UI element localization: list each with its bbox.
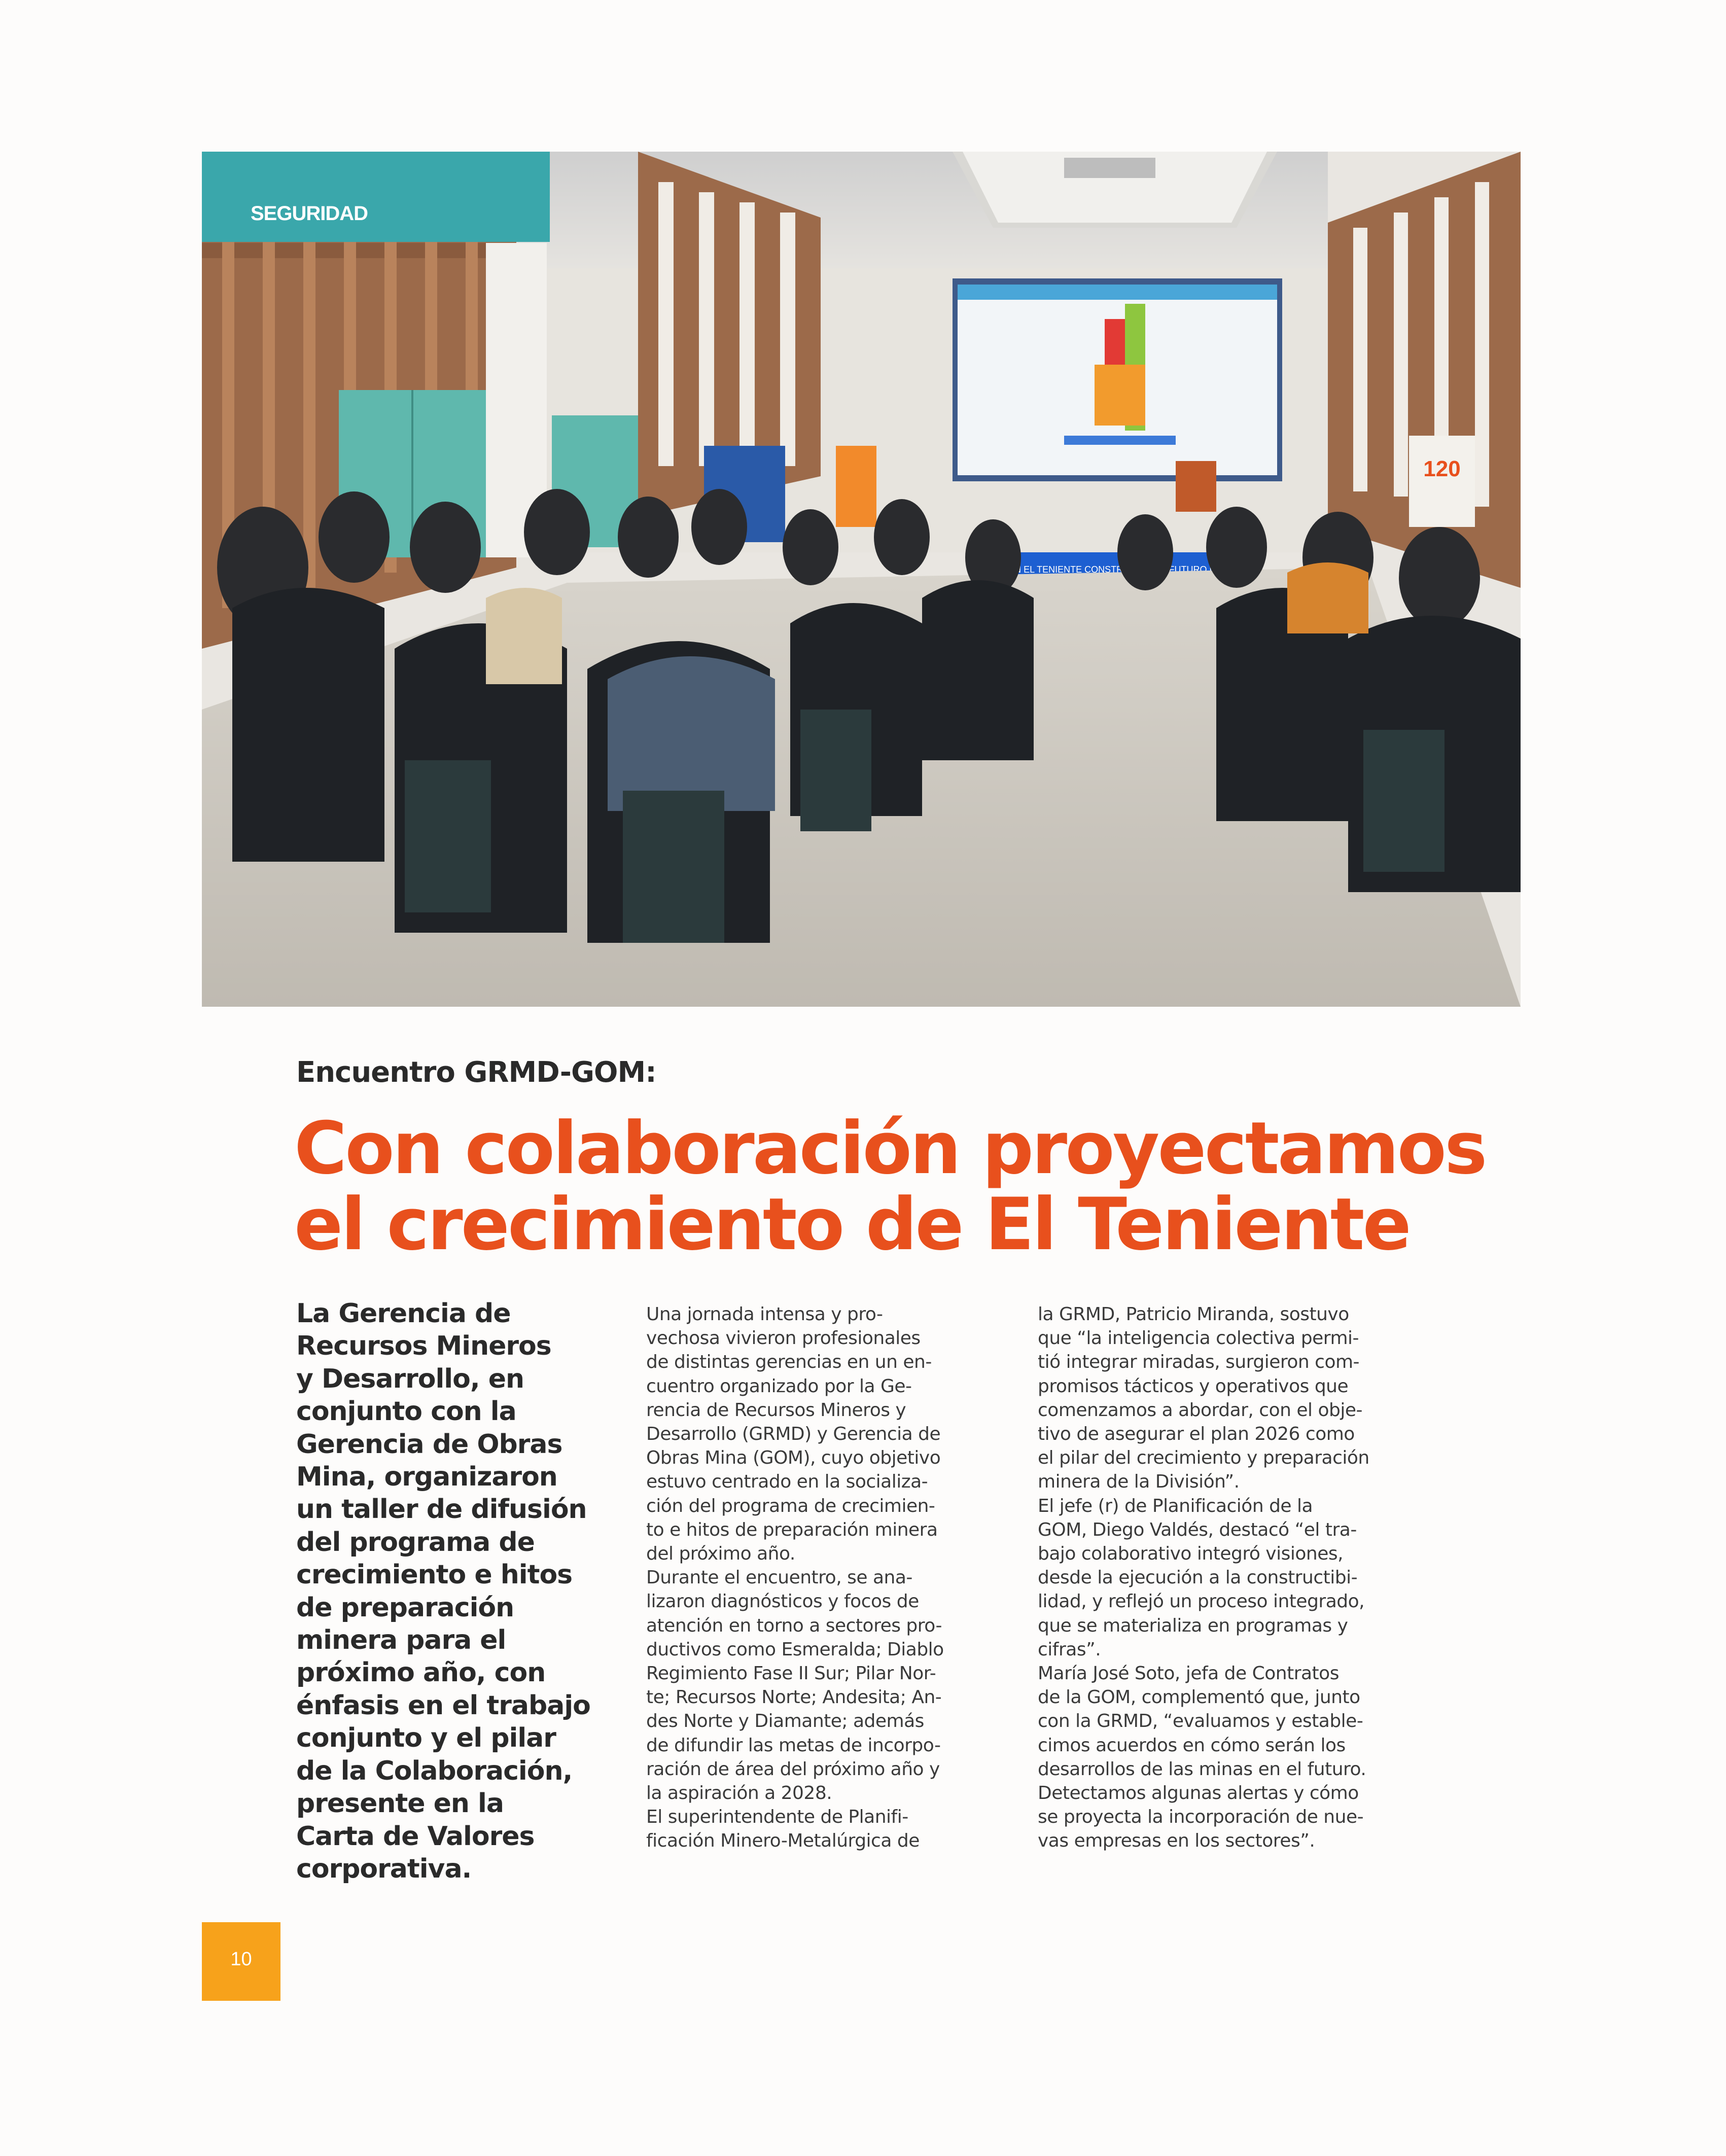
- body-line: to e hitos de preparación minera: [646, 1519, 938, 1540]
- body-line: cimos acuerdos en cómo serán los: [1038, 1735, 1346, 1756]
- body-line: se proyecta la incorporación de nue-: [1038, 1807, 1364, 1828]
- body-line: ración de área del próximo año y: [646, 1758, 940, 1780]
- body-line: des Norte y Diamante; además: [646, 1711, 924, 1732]
- body-line: promisos tácticos y operativos que: [1038, 1375, 1349, 1397]
- body-line: de distintas gerencias en un en-: [646, 1352, 932, 1373]
- body-line: desde la ejecución a la constructibi-: [1038, 1567, 1358, 1588]
- body-column-3: [1038, 1302, 1393, 1853]
- body-line: cuentro organizado por la Ge-: [646, 1375, 912, 1397]
- lead-line: crecimiento e hitos: [296, 1560, 573, 1591]
- body-line: María José Soto, jefa de Contratos: [1038, 1663, 1339, 1684]
- page-number-badge: [202, 1922, 280, 2001]
- page-number: 10: [230, 1949, 252, 1970]
- lead-line: Recursos Mineros: [296, 1331, 551, 1362]
- body-line: GOM, Diego Valdés, destacó “el tra-: [1038, 1519, 1357, 1540]
- lead-line: corporativa.: [296, 1853, 472, 1884]
- body-line: Detectamos algunas alertas y cómo: [1038, 1783, 1359, 1804]
- body-line: El jefe (r) de Planificación de la: [1038, 1495, 1313, 1516]
- body-line: comenzamos a abordar, con el obje-: [1038, 1399, 1362, 1421]
- body-line: lizaron diagnósticos y focos de: [646, 1591, 919, 1612]
- body-line: estuvo centrado en la socializa-: [646, 1471, 928, 1493]
- lead-line: y Desarrollo, en: [296, 1363, 524, 1394]
- body-line: tió integrar miradas, surgieron com-: [1038, 1352, 1360, 1373]
- lead-line: minera para el: [296, 1625, 506, 1656]
- section-label: SEGURIDAD: [251, 202, 368, 225]
- lead-line: de la Colaboración,: [296, 1755, 573, 1786]
- body-line: vechosa vivieron profesionales: [646, 1328, 921, 1349]
- body-line: que “la inteligencia colectiva permi-: [1038, 1328, 1359, 1349]
- lead-line: Mina, organizaron: [296, 1462, 557, 1493]
- body-line: Regimiento Fase II Sur; Pilar Nor-: [646, 1663, 936, 1684]
- lead-line: un taller de difusión: [296, 1494, 587, 1525]
- body-line: minera de la División”.: [1038, 1471, 1240, 1493]
- body-line: de difundir las metas de incorpo-: [646, 1735, 941, 1756]
- body-line: te; Recursos Norte; Andesita; An-: [646, 1687, 942, 1708]
- body-line: lidad, y reflejó un proceso integrado,: [1038, 1591, 1365, 1612]
- lead-line: conjunto con la: [296, 1396, 516, 1427]
- article-lead: [296, 1297, 611, 1885]
- body-line: ción del programa de crecimien-: [646, 1495, 935, 1516]
- event-photo: [202, 152, 1521, 1007]
- lead-line: conjunto y el pilar: [296, 1723, 556, 1754]
- stage-banner-text: EL TENIENTE CONSTRUIMOS FUTURO: [1024, 564, 1207, 575]
- lead-line: énfasis en el trabajo: [296, 1690, 590, 1721]
- body-line: de la GOM, complementó que, junto: [1038, 1687, 1360, 1708]
- body-line: ficación Minero-Metalúrgica de: [646, 1830, 920, 1852]
- article-headline: [294, 1107, 1522, 1266]
- body-line: con la GRMD, “evaluamos y estable-: [1038, 1711, 1363, 1732]
- body-line: Durante el encuentro, se ana-: [646, 1567, 912, 1588]
- body-line: Desarrollo (GRMD) y Gerencia de: [646, 1424, 941, 1445]
- lead-line: próximo año, con: [296, 1657, 546, 1688]
- body-line: El superintendente de Planifi-: [646, 1807, 908, 1828]
- lead-line: presente en la: [296, 1788, 504, 1819]
- body-line: bajo colaborativo integró visiones,: [1038, 1543, 1344, 1565]
- article-kicker: Encuentro GRMD-GOM:: [296, 1056, 656, 1089]
- body-line: la aspiración a 2028.: [646, 1783, 832, 1804]
- lead-line: La Gerencia de: [296, 1298, 511, 1329]
- body-line: Una jornada intensa y pro-: [646, 1304, 883, 1325]
- body-line: del próximo año.: [646, 1543, 795, 1565]
- lead-line: del programa de: [296, 1527, 535, 1558]
- body-column-2: [646, 1302, 1001, 1853]
- body-line: la GRMD, Patricio Miranda, sostuvo: [1038, 1304, 1349, 1325]
- lead-line: Gerencia de Obras: [296, 1429, 562, 1460]
- lead-line: Carta de Valores: [296, 1821, 535, 1852]
- headline-line: el crecimiento de El Teniente: [294, 1183, 1410, 1266]
- section-tag: [202, 152, 550, 242]
- headline-line: Con colaboración proyectamos: [294, 1107, 1486, 1190]
- body-line: ductivos como Esmeralda; Diablo: [646, 1639, 944, 1660]
- body-line: desarrollos de las minas en el futuro.: [1038, 1758, 1366, 1780]
- body-line: tivo de asegurar el plan 2026 como: [1038, 1424, 1355, 1445]
- lead-line: de preparación: [296, 1592, 514, 1623]
- body-line: el pilar del crecimiento y preparación: [1038, 1447, 1369, 1469]
- anniversary-logo: 120: [1423, 456, 1461, 481]
- body-line: Obras Mina (GOM), cuyo objetivo: [646, 1447, 941, 1469]
- body-line: cifras”.: [1038, 1639, 1101, 1660]
- body-line: atención en torno a sectores pro-: [646, 1615, 942, 1636]
- body-line: que se materializa en programas y: [1038, 1615, 1348, 1636]
- body-line: rencia de Recursos Mineros y: [646, 1399, 906, 1421]
- body-line: vas empresas en los sectores”.: [1038, 1830, 1315, 1852]
